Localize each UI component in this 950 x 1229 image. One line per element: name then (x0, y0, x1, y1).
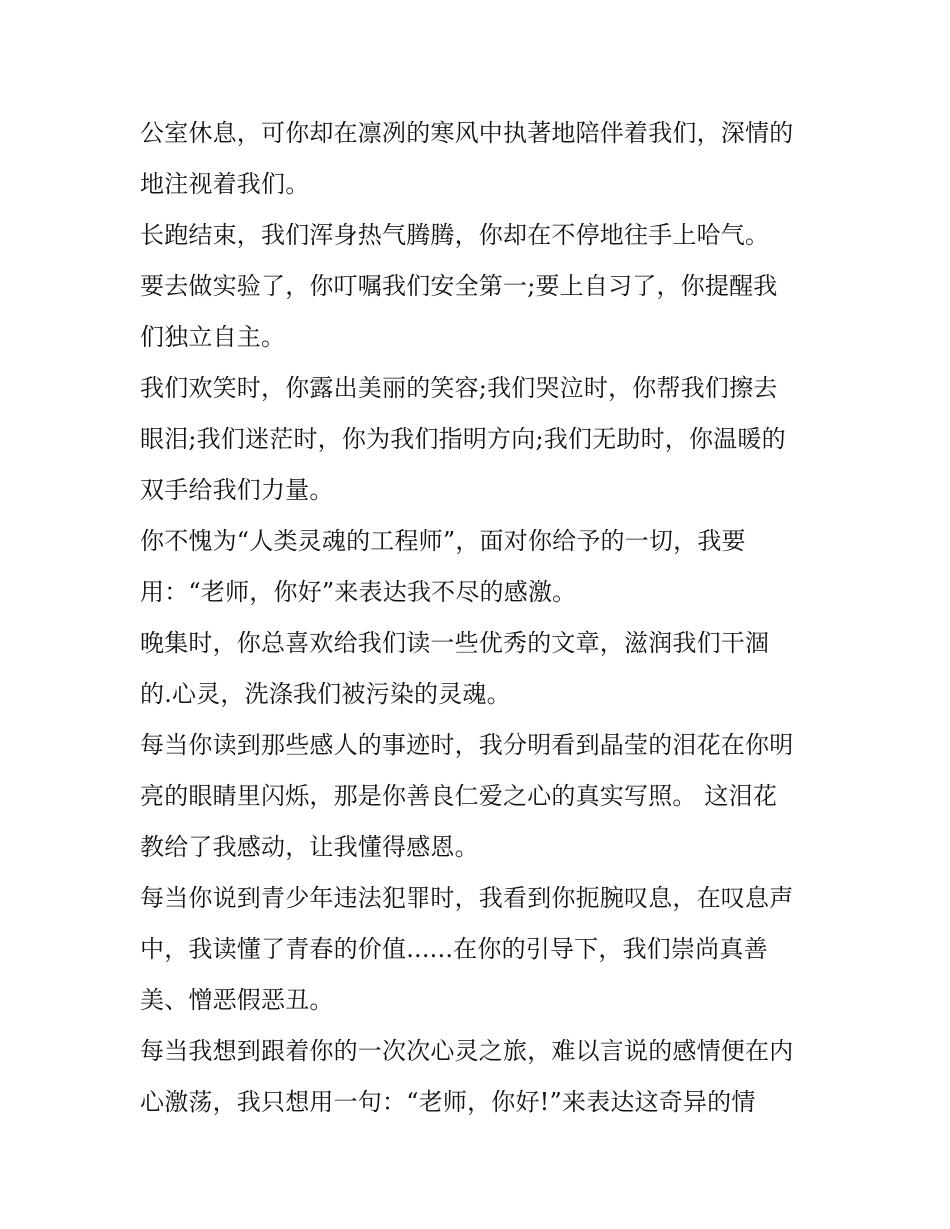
text-line: 晚集时，你总喜欢给我们读一些优秀的文章，滋润我们干涸 (140, 629, 770, 657)
text-line: 你不愧为“人类灵魂的工程师”，面对你给予的一切，我要 (140, 527, 746, 555)
text-line: 长跑结束，我们浑身热气腾腾，你却在不停地往手上哈气。 (140, 221, 770, 249)
text-line: 中，我读懂了青春的价值......在你的引导下，我们崇尚真善 (140, 935, 768, 963)
text-line: 双手给我们力量。 (140, 476, 334, 504)
text-line: 教给了我感动，让我懂得感恩。 (140, 833, 479, 861)
text-line: 美、憎恶假恶丑。 (140, 986, 334, 1014)
text-line: 公室休息，可你却在凛冽的寒风中执著地陪伴着我们，深情的 (140, 119, 794, 147)
text-line: 每当你说到青少年违法犯罪时，我看到你扼腕叹息，在叹息声 (140, 884, 794, 912)
document-body (140, 108, 820, 1128)
text-line: 的.心灵，洗涤我们被污染的灵魂。 (140, 680, 511, 708)
text-line: 每当你读到那些感人的事迹时，我分明看到晶莹的泪花在你明 (140, 731, 794, 759)
text-line: 心激荡，我只想用一句：“老师，你好!”来表达这奇异的情 (140, 1088, 756, 1116)
text-line: 每当我想到跟着你的一次次心灵之旅，难以言说的感情便在内 (140, 1037, 794, 1065)
text-line: 们独立自主。 (140, 323, 286, 351)
text-line: 亮的眼睛里闪烁，那是你善良仁爱之心的真实写照。 这泪花 (140, 782, 778, 810)
text-line: 要去做实验了，你叮嘱我们安全第一;要上自习了，你提醒我 (140, 272, 778, 300)
text-line: 我们欢笑时，你露出美丽的笑容;我们哭泣时，你帮我们擦去 (140, 374, 778, 402)
text-line: 用：“老师，你好”来表达我不尽的感激。 (140, 578, 577, 606)
text-line: 地注视着我们。 (140, 170, 310, 198)
text-line: 眼泪;我们迷茫时，你为我们指明方向;我们无助时，你温暖的 (140, 425, 786, 453)
